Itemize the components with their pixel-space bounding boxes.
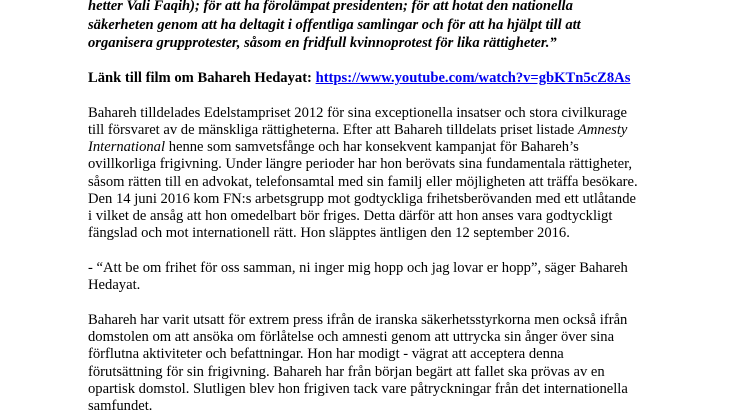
paragraph-1-line-4: ovillkorliga frigivning. Under längre perioder har hon berövats sina fundamentala rättigheter,: [88, 156, 633, 172]
film-link-line: [88, 70, 630, 87]
paragraph-2-line-1: Bahareh har varit utsatt för extrem press ifrån de iranska säkerhetsstyrkorna men också ifrån: [88, 312, 628, 328]
quote-2-line-2: Hedayat.: [88, 277, 141, 293]
paragraph-1-line-6: Den 14 juni 2016 kom FN:s arbetsgrupp mot godtyckliga frihetsberövanden med ett utlåtande: [88, 191, 636, 207]
paragraph-2-line-6: samfundet.: [88, 398, 153, 414]
quote-2-line-1: - “Att be om frihet för oss samman, ni inger mig hopp och jag lovar er hopp”, säger Bahareh: [88, 260, 628, 276]
paragraph-1-line-3-text: henne som samvetsfånge och har konsekvent kampanjat för Bahareh’s: [168, 139, 579, 155]
quote-line-3: organisera grupprotester, såsom en fridfull kvinnoprotest för lika rättigheter.”: [88, 35, 557, 51]
quote-line-2: säkerheten genom att ha deltagit i offentliga samlingar och för att ha hjälpt till att: [88, 17, 581, 33]
paragraph-1-line-2: [88, 122, 627, 139]
paragraph-2-line-3: förflutna aktiviteter och befattningar. Hon har modigt - vägrat att acceptera denna: [88, 346, 564, 362]
paragraph-1-line-8: fängslad och mot internationell rätt. Hon släpptes äntligen den 12 september 2016.: [88, 225, 570, 241]
international-italic: International: [88, 139, 166, 155]
paragraph-2-line-2: domstolen om att ansöka om förlåtelse och amnesti genom att uttrycka sin ånger över sina: [88, 329, 615, 345]
paragraph-1-line-5: såsom rätten till en advokat, telefonsamtal med sin familj eller möjligheten att träffa besökare.: [88, 174, 638, 190]
paragraph-1-line-3: [88, 139, 579, 156]
paragraph-1-line-2-text: till försvaret av de mänskliga rättigheterna. Efter att Bahareh tilldelats priset listade: [88, 122, 575, 138]
youtube-link[interactable]: https://www.youtube.com/watch?v=gbKTn5cZ8As: [315, 70, 631, 86]
paragraph-2-line-4: förutsättning för sin frigivning. Bahareh har från början begärt att fallet ska prövas av en: [88, 364, 605, 380]
amnesty-italic: Amnesty: [577, 122, 628, 138]
film-link-label: Länk till film om Bahareh Hedayat:: [88, 70, 312, 86]
quote-line-1: hetter Vali Faqih); för att ha förolämpat presidenten; för att hotat den nationella: [88, 0, 573, 14]
paragraph-2-line-5: opartisk domstol. Slutligen blev hon frigiven tack vare påtryckningar från det internationella: [88, 381, 628, 397]
paragraph-1-line-1: Bahareh tilldelades Edelstampriset 2012 för sina exceptionella insatser och stora civilkurage: [88, 105, 627, 121]
paragraph-1-line-7: i vilket de ansåg att hon omedelbart bör friges. Detta därför att hon anses vara godtyckligt: [88, 208, 613, 224]
